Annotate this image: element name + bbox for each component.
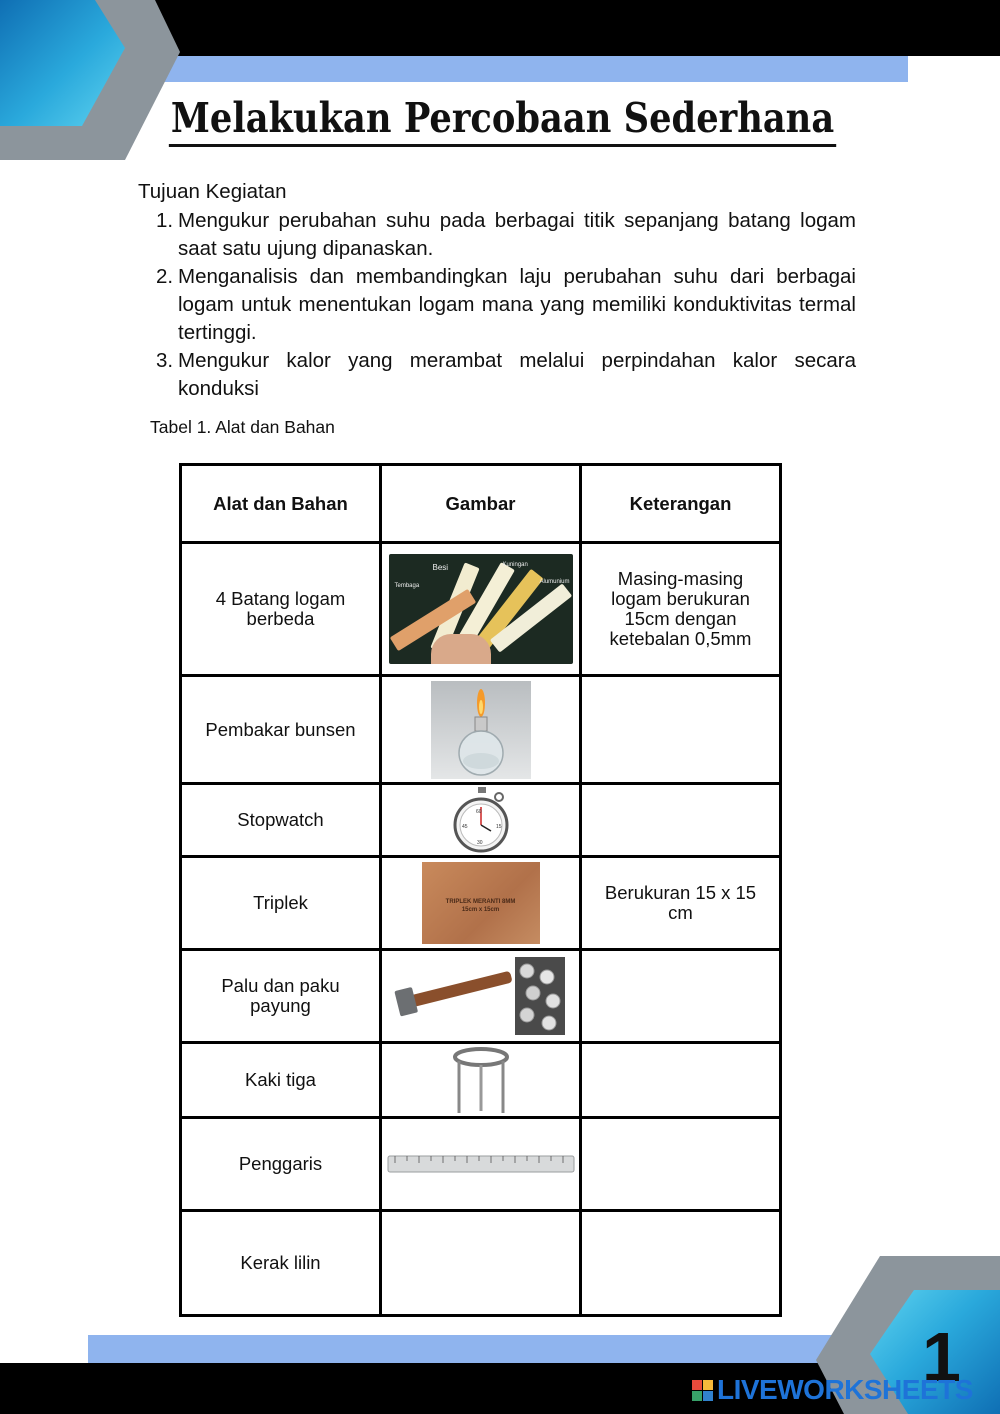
stopwatch-icon (449, 785, 513, 855)
footer-accent-bar (88, 1335, 848, 1363)
plywood-label: TRIPLEK MERANTI 8MM (445, 899, 516, 905)
tool-name: Palu dan paku payung (181, 950, 381, 1043)
tool-image-cell (381, 676, 581, 784)
hammer-and-pins-image (393, 955, 569, 1037)
tool-image-cell (381, 543, 581, 676)
tool-image-cell (381, 1118, 581, 1211)
liveworksheets-logo-icon (692, 1380, 713, 1401)
plywood-image (422, 862, 540, 944)
tool-note (581, 950, 781, 1043)
tool-image-cell (381, 784, 581, 857)
tool-note: Berukuran 15 x 15 cm (581, 857, 781, 950)
metal-rods-image (389, 554, 573, 664)
objective-item: 3. Mengukur kalor yang merambat melalui perpindahan kalor secara konduksi (156, 349, 856, 400)
table-row (181, 1118, 781, 1211)
objective-item: 2. Menganalisis dan membandingkan laju perubahan suhu dari berbagai logam untuk menentukan logam mana yang memiliki konduktivitas termal tertinggi. (156, 265, 856, 344)
tool-image-cell (381, 1211, 581, 1316)
tool-name: Triplek (181, 857, 381, 950)
table-row (181, 950, 781, 1043)
header-keterangan: Keterangan (581, 465, 781, 543)
objective-item: 1. Mengukur perubahan suhu pada berbagai titik sepanjang batang logam saat satu ujung dipanaskan. (156, 209, 856, 260)
tool-image-cell (381, 950, 581, 1043)
rod-label-aluminium: Alumunium (539, 579, 570, 585)
svg-text:15: 15 (495, 824, 502, 830)
tool-note (581, 1211, 781, 1316)
table-caption: Tabel 1. Alat dan Bahan (150, 417, 335, 437)
ruler-icon (387, 1155, 575, 1173)
tool-name: 4 Batang logam berbeda (181, 543, 381, 676)
svg-text:30: 30 (476, 840, 483, 846)
page-number: 1 (922, 1318, 961, 1396)
table-row (181, 857, 781, 950)
rod-label-tembaga: Tembaga (394, 583, 420, 589)
header-alat-dan-bahan: Alat dan Bahan (181, 465, 381, 543)
page-title: Melakukan Percobaan Sederhana (73, 94, 933, 142)
tool-name: Kerak lilin (181, 1211, 381, 1316)
tools-table (179, 463, 782, 1317)
liveworksheets-watermark (692, 1374, 973, 1406)
table-row (181, 1211, 781, 1316)
table-row (181, 676, 781, 784)
watermark-text: LIVEWORKSHEETS (717, 1374, 973, 1405)
svg-text:60: 60 (475, 809, 482, 815)
objectives-list (138, 207, 856, 403)
tool-note (581, 1043, 781, 1118)
tool-name: Stopwatch (181, 784, 381, 857)
tool-name: Kaki tiga (181, 1043, 381, 1118)
table-row (181, 543, 781, 676)
bunsen-burner-image (431, 681, 531, 779)
objectives-heading: Tujuan Kegiatan (138, 180, 287, 203)
tool-name: Penggaris (181, 1118, 381, 1211)
table-header-row (181, 465, 781, 543)
tripod-icon (449, 1045, 513, 1115)
svg-text:45: 45 (461, 824, 468, 830)
rod-label-besi: Besi (432, 563, 449, 572)
tool-note (581, 784, 781, 857)
table-row (181, 784, 781, 857)
tool-name: Pembakar bunsen (181, 676, 381, 784)
tool-note (581, 676, 781, 784)
plywood-size-label: 15cm x 15cm (461, 907, 500, 913)
rod-label-kuningan: Kuningan (502, 562, 528, 568)
tool-note: Masing-masing logam berukuran 15cm dengan ketebalan 0,5mm (581, 543, 781, 676)
tool-note (581, 1118, 781, 1211)
objectives-section (138, 178, 856, 403)
table-row (181, 1043, 781, 1118)
header-gambar: Gambar (381, 465, 581, 543)
header-accent-bar (150, 56, 908, 82)
tool-image-cell (381, 1043, 581, 1118)
tool-image-cell (381, 857, 581, 950)
